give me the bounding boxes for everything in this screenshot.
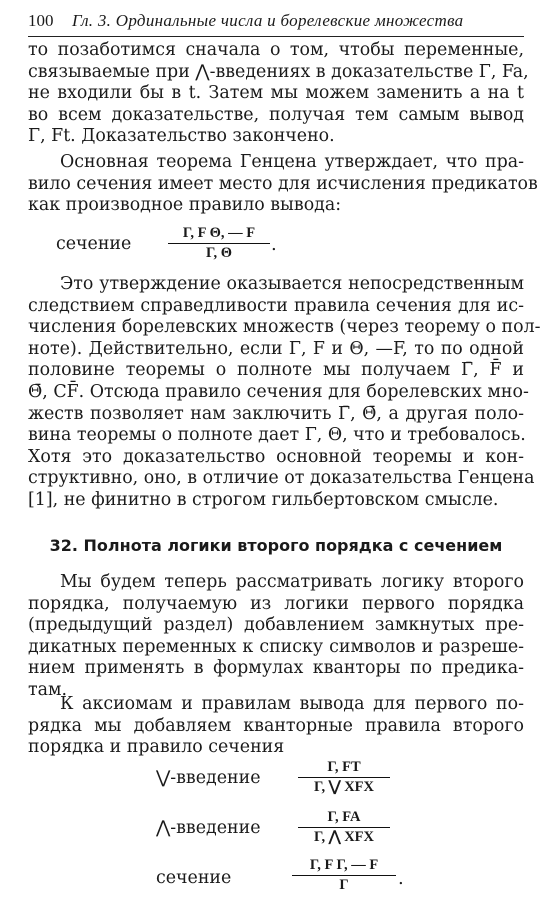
text-line: во всем доказательстве, получая тем самым вывод bbox=[28, 104, 524, 125]
text-line: Это утверждение оказывается непосредственным bbox=[60, 274, 524, 294]
paragraph-1 bbox=[28, 40, 529, 148]
text-line: Основная теорема Генцена утверждает, что пра- bbox=[60, 152, 524, 172]
text-line: следствием справедливости правила сечения для ис- bbox=[28, 295, 524, 316]
text-line: Γ, Ft. Доказательство закончено. bbox=[28, 126, 335, 147]
text-line: рядка мы добавляем кванторные правила второго bbox=[28, 715, 524, 736]
fraction-denominator: Γ bbox=[339, 877, 349, 893]
text-line: жеств позволяет нам заключить Γ̄, Θ̄, а другая поло- bbox=[28, 403, 524, 424]
text-line: Хотя это доказательство основной теоремы и кон- bbox=[28, 446, 524, 467]
fraction-numerator: Γ, F Γ, — F bbox=[309, 857, 379, 873]
text-line: то позаботимся сначала о том, чтобы переменные, bbox=[28, 40, 524, 60]
rule-fraction bbox=[292, 856, 396, 895]
paragraph-5 bbox=[28, 694, 524, 759]
page-number: 100 bbox=[28, 11, 54, 30]
rule-fraction bbox=[298, 758, 390, 797]
fraction-numerator: Γ, FA bbox=[327, 809, 361, 825]
display-period: . bbox=[271, 234, 277, 255]
text-line: дикатных переменных к списку символов и разреше- bbox=[28, 636, 524, 657]
text-line: ноте). Действительно, если Γ, F и Θ, —F, то по одной bbox=[28, 338, 524, 359]
running-title: Гл. 3. Ординальные числа и борелевские множества bbox=[72, 11, 464, 30]
fraction-denominator: Γ, Θ bbox=[206, 245, 232, 261]
rule-fraction bbox=[168, 224, 270, 263]
text-line: там. bbox=[28, 679, 68, 700]
rule-label: сечение bbox=[156, 868, 232, 888]
text-line: порядка, получаемую из логики первого порядка bbox=[28, 593, 524, 614]
text-line: Мы будем теперь рассматривать логику второго bbox=[60, 572, 524, 592]
fraction-numerator: Γ, FT bbox=[327, 759, 361, 775]
display-period: . bbox=[398, 868, 404, 889]
text-line: нием применять в формулах кванторы по предика- bbox=[28, 658, 524, 679]
text-line: структивно, оно, в отличие от доказательства Генцена bbox=[28, 468, 535, 489]
text-line: не входили бы в t. Затем мы можем заменить a на t bbox=[28, 83, 524, 104]
rule-label: ⋁-введение bbox=[156, 768, 261, 788]
text-line: К аксиомам и правилам вывода для первого по- bbox=[60, 694, 524, 714]
text-line: как производное правило вывода: bbox=[28, 195, 342, 216]
fraction-denominator: Γ, ⋀ XFX bbox=[313, 829, 375, 845]
section-heading: 32. Полнота логики второго порядка с сечением bbox=[49, 536, 503, 555]
running-header bbox=[28, 6, 524, 37]
text-line: Θ̄, CF̄. Отсюда правило сечения для борелевских мно- bbox=[28, 381, 529, 402]
paragraph-4 bbox=[28, 572, 524, 702]
text-line: вило сечения имеет место для исчисления предикатов bbox=[28, 173, 538, 194]
text-line: вина теоремы о полноте дает Γ, Θ, что и требовалось. bbox=[28, 425, 526, 446]
rule-fraction bbox=[298, 808, 390, 847]
text-line: (предыдущий раздел) добавлением замкнутых пре- bbox=[28, 615, 524, 636]
text-line: половине теоремы о полноте мы получаем Γ̄, F̄ и bbox=[28, 360, 524, 381]
text-line: связываемые при ⋀-введениях в доказательстве Γ, Fa, bbox=[28, 61, 529, 82]
text-line: [1], не финитно в строгом гильбертовском смысле. bbox=[28, 489, 499, 510]
rule-label: ⋀-введение bbox=[156, 818, 261, 838]
text-line: порядка и правило сечения bbox=[28, 737, 285, 758]
paragraph-2 bbox=[28, 152, 538, 217]
paragraph-3 bbox=[28, 274, 541, 512]
rule-label: сечение bbox=[56, 234, 132, 254]
fraction-denominator: Γ, ⋁ XFX bbox=[313, 779, 375, 795]
fraction-numerator: Γ, F Θ, — F bbox=[182, 225, 256, 241]
text-line: числения борелевских множеств (через теорему о пол- bbox=[28, 317, 541, 338]
